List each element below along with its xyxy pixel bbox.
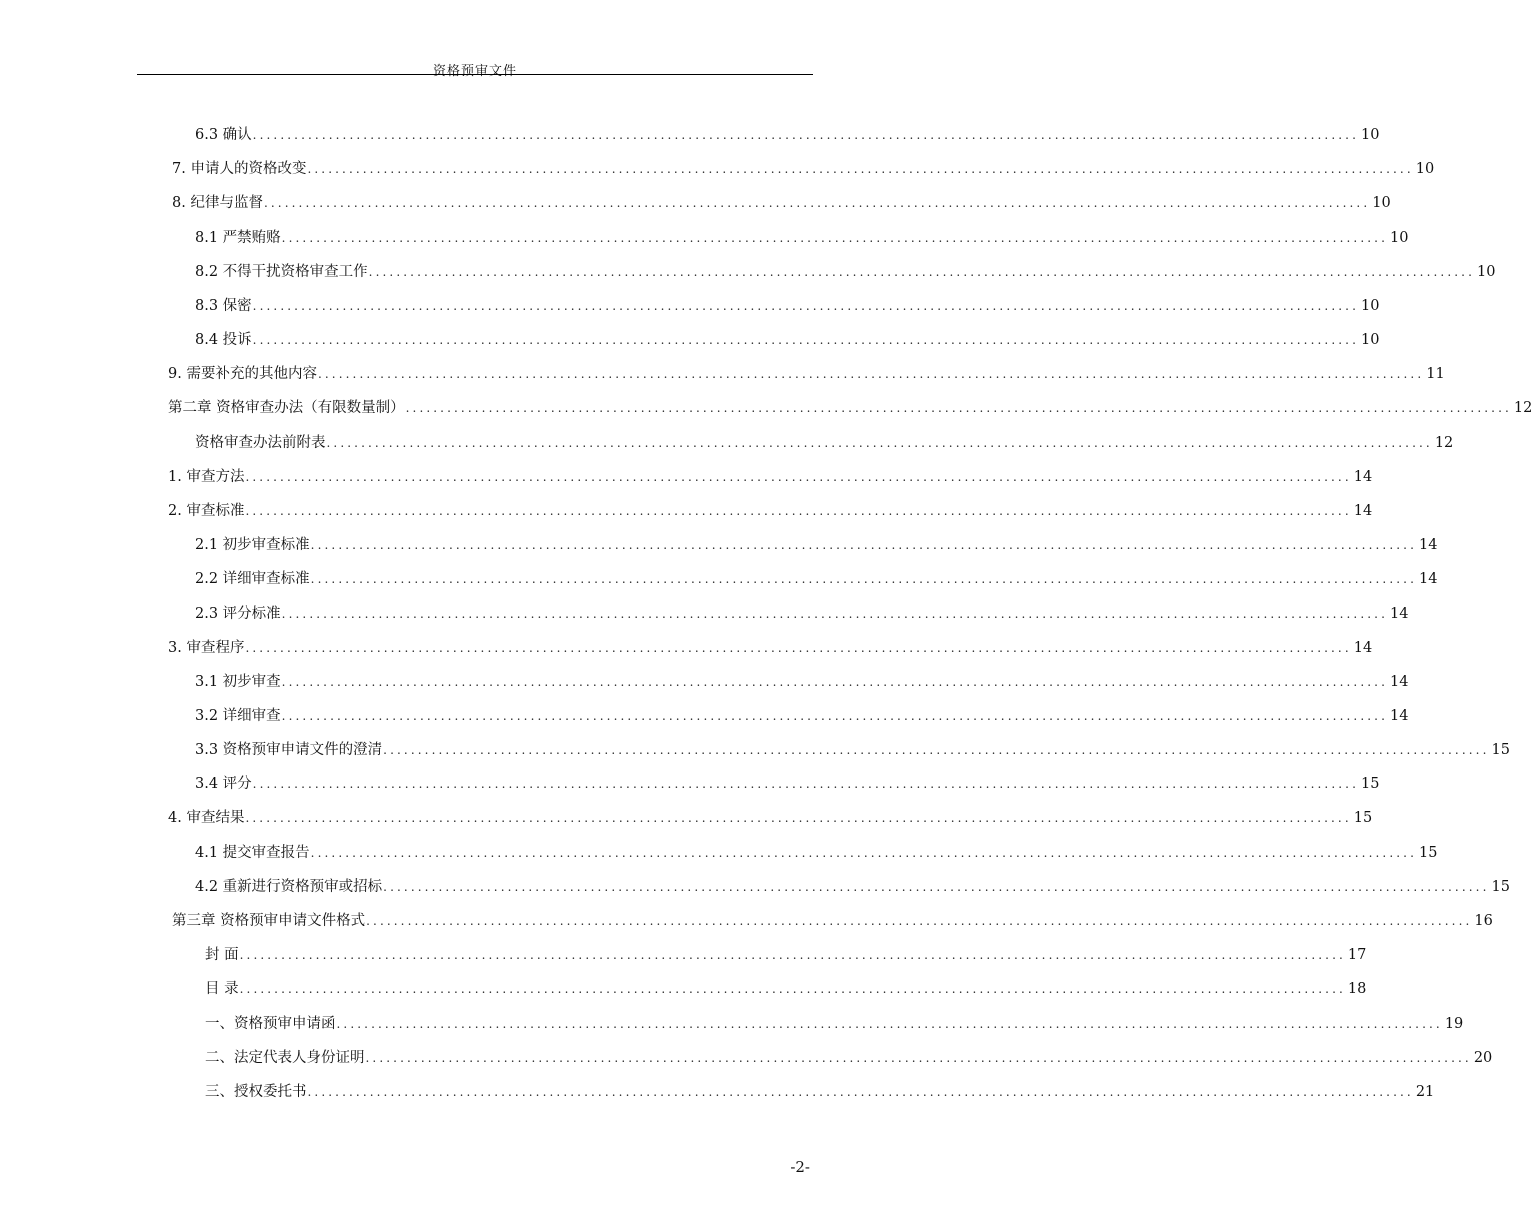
toc-entry-label: 第二章 资格审查办法（有限数量制） — [168, 400, 405, 416]
header-title: 资格预审文件 — [432, 64, 517, 79]
toc-entry-page: 10 — [1372, 195, 1391, 211]
toc-entry-label: 8.1 严禁贿赂 — [195, 230, 281, 246]
toc-leader-dots: ................................................................................................................................................................ — [307, 1085, 1414, 1099]
toc-entry[interactable] — [195, 567, 1438, 589]
toc-entry-label: 3.1 初步审查 — [195, 674, 281, 690]
toc-leader-dots: ................................................................................................................................................................ — [252, 777, 1359, 791]
toc-entry-label: 三、授权委托书 — [205, 1084, 307, 1100]
toc-entry-page: 12 — [1513, 400, 1532, 416]
toc-entry-label: 目 录 — [205, 981, 239, 997]
toc-entry[interactable] — [172, 157, 1435, 179]
toc-leader-dots: ................................................................................................................................................................ — [310, 846, 1417, 860]
toc-entry-label: 3. 审查程序 — [168, 640, 245, 656]
toc-entry-page: 15 — [1491, 742, 1510, 758]
toc-entry-label: 二、法定代表人身份证明 — [205, 1050, 365, 1066]
toc-entry-label: 4. 审查结果 — [168, 810, 245, 826]
toc-leader-dots: ................................................................................................................................................................ — [365, 1051, 1472, 1065]
toc-leader-dots: ................................................................................................................................................................ — [281, 231, 1388, 245]
toc-leader-dots: ................................................................................................................................................................ — [252, 333, 1359, 347]
toc-leader-dots: ................................................................................................................................................................ — [383, 880, 1490, 894]
toc-entry[interactable] — [205, 1012, 1464, 1034]
toc-leader-dots: ................................................................................................................................................................ — [310, 538, 1417, 552]
toc-entry-label: 3.3 资格预审申请文件的澄清 — [195, 742, 383, 758]
toc-entry-label: 2.2 详细审查标准 — [195, 571, 310, 587]
toc-entry[interactable] — [195, 772, 1380, 794]
toc-entry-label: 8.4 投诉 — [195, 332, 252, 348]
toc-entry-label: 3.4 评分 — [195, 776, 252, 792]
toc-entry-label: 9. 需要补充的其他内容 — [168, 366, 317, 382]
toc-leader-dots: ................................................................................................................................................................ — [245, 470, 1352, 484]
toc-entry-page: 16 — [1474, 913, 1493, 929]
toc-entry-label: 6.3 确认 — [195, 127, 252, 143]
toc-entry[interactable] — [195, 670, 1409, 692]
toc-entry-page: 18 — [1347, 981, 1367, 997]
toc-entry-page: 14 — [1389, 708, 1409, 724]
toc-entry-page: 15 — [1491, 879, 1510, 895]
toc-entry-label: 8.2 不得干扰资格审查工作 — [195, 264, 368, 280]
toc-leader-dots: ................................................................................................................................................................ — [252, 299, 1359, 313]
toc-entry[interactable] — [195, 431, 1454, 453]
toc-entry[interactable] — [195, 875, 1510, 897]
toc-entry[interactable] — [195, 738, 1510, 760]
toc-leader-dots: ................................................................................................................................................................ — [366, 914, 1473, 928]
toc-leader-dots: ................................................................................................................................................................ — [281, 607, 1388, 621]
toc-entry-page: 14 — [1353, 469, 1373, 485]
toc-entry[interactable] — [195, 123, 1380, 145]
toc-entry-label: 2.3 评分标准 — [195, 606, 281, 622]
toc-entry-page: 12 — [1434, 435, 1454, 451]
toc-entry[interactable] — [195, 533, 1438, 555]
toc-entry-page: 19 — [1444, 1016, 1464, 1032]
toc-leader-dots: ................................................................................................................................................................ — [239, 982, 1346, 996]
toc-entry-label: 2.1 初步审查标准 — [195, 537, 310, 553]
toc-leader-dots: ................................................................................................................................................................ — [405, 401, 1512, 415]
toc-entry-page: 10 — [1360, 127, 1380, 143]
toc-entry-label: 第三章 资格预审申请文件格式 — [172, 913, 366, 929]
toc-leader-dots: ................................................................................................................................................................ — [263, 196, 1371, 210]
toc-entry-label: 2. 审查标准 — [168, 503, 245, 519]
toc-entry-label: 封 面 — [205, 947, 239, 963]
toc-leader-dots: ................................................................................................................................................................ — [245, 641, 1352, 655]
toc-leader-dots: ................................................................................................................................................................ — [317, 367, 1425, 381]
toc-entry-page: 15 — [1360, 776, 1380, 792]
toc-entry-label: 7. 申请人的资格改变 — [172, 161, 307, 177]
toc-leader-dots: ................................................................................................................................................................ — [336, 1017, 1443, 1031]
toc-leader-dots: ................................................................................................................................................................ — [368, 265, 1475, 279]
toc-entry[interactable] — [168, 499, 1373, 521]
toc-leader-dots: ................................................................................................................................................................ — [281, 675, 1388, 689]
toc-leader-dots: ................................................................................................................................................................ — [239, 948, 1346, 962]
toc-entry-page: 14 — [1389, 606, 1409, 622]
toc-entry[interactable] — [205, 977, 1367, 999]
toc-entry-page: 15 — [1353, 810, 1373, 826]
toc-entry[interactable] — [195, 260, 1496, 282]
toc-entry[interactable] — [195, 328, 1380, 350]
toc-entry-page: 14 — [1353, 640, 1373, 656]
toc-entry-page: 17 — [1347, 947, 1367, 963]
toc-entry-page: 11 — [1426, 366, 1445, 382]
toc-leader-dots: ................................................................................................................................................................ — [326, 436, 1433, 450]
toc-leader-dots: ................................................................................................................................................................ — [281, 709, 1388, 723]
toc-entry[interactable] — [168, 636, 1373, 658]
toc-entry[interactable] — [172, 909, 1493, 931]
toc-entry[interactable] — [205, 1080, 1435, 1102]
toc-entry-label: 4.2 重新进行资格预审或招标 — [195, 879, 383, 895]
toc-entry-label: 一、资格预审申请函 — [205, 1016, 336, 1032]
toc-entry-label: 3.2 详细审查 — [195, 708, 281, 724]
toc-entry[interactable] — [195, 704, 1409, 726]
toc-entry[interactable] — [168, 806, 1373, 828]
toc-entry[interactable] — [205, 1046, 1493, 1068]
toc-entry[interactable] — [195, 841, 1438, 863]
toc-entry-label: 8. 纪律与监督 — [172, 195, 263, 211]
toc-entry-page: 10 — [1415, 161, 1435, 177]
toc-entry-page: 14 — [1418, 537, 1438, 553]
toc-entry[interactable] — [195, 294, 1380, 316]
toc-entry-label: 4.1 提交审查报告 — [195, 845, 310, 861]
page-number: -2- — [790, 1158, 810, 1176]
toc-entry[interactable] — [172, 191, 1391, 213]
toc-entry-page: 10 — [1389, 230, 1409, 246]
toc-entry[interactable] — [168, 465, 1373, 487]
toc-leader-dots: ................................................................................................................................................................ — [245, 504, 1352, 518]
toc-entry-label: 8.3 保密 — [195, 298, 252, 314]
toc-entry[interactable] — [195, 226, 1409, 248]
toc-entry[interactable] — [168, 396, 1532, 418]
toc-entry-page: 20 — [1473, 1050, 1493, 1066]
toc-entry-page: 21 — [1415, 1084, 1435, 1100]
toc-entry[interactable] — [195, 602, 1409, 624]
toc-entry[interactable] — [168, 362, 1445, 384]
toc-leader-dots: ................................................................................................................................................................ — [310, 572, 1417, 586]
toc-entry-page: 15 — [1418, 845, 1438, 861]
toc-entry-page: 14 — [1418, 571, 1438, 587]
toc-entry-label: 资格审查办法前附表 — [195, 435, 326, 451]
toc-entry-page: 10 — [1360, 332, 1380, 348]
toc-entry-page: 14 — [1353, 503, 1373, 519]
toc-entry-page: 14 — [1389, 674, 1409, 690]
toc-leader-dots: ................................................................................................................................................................ — [383, 743, 1490, 757]
toc-leader-dots: ................................................................................................................................................................ — [245, 811, 1352, 825]
toc-entry[interactable] — [205, 943, 1367, 965]
toc-entry-label: 1. 审查方法 — [168, 469, 245, 485]
toc-leader-dots: ................................................................................................................................................................ — [252, 128, 1359, 142]
toc-leader-dots: ................................................................................................................................................................ — [307, 162, 1414, 176]
toc-entry-page: 10 — [1476, 264, 1496, 280]
toc-entry-page: 10 — [1360, 298, 1380, 314]
